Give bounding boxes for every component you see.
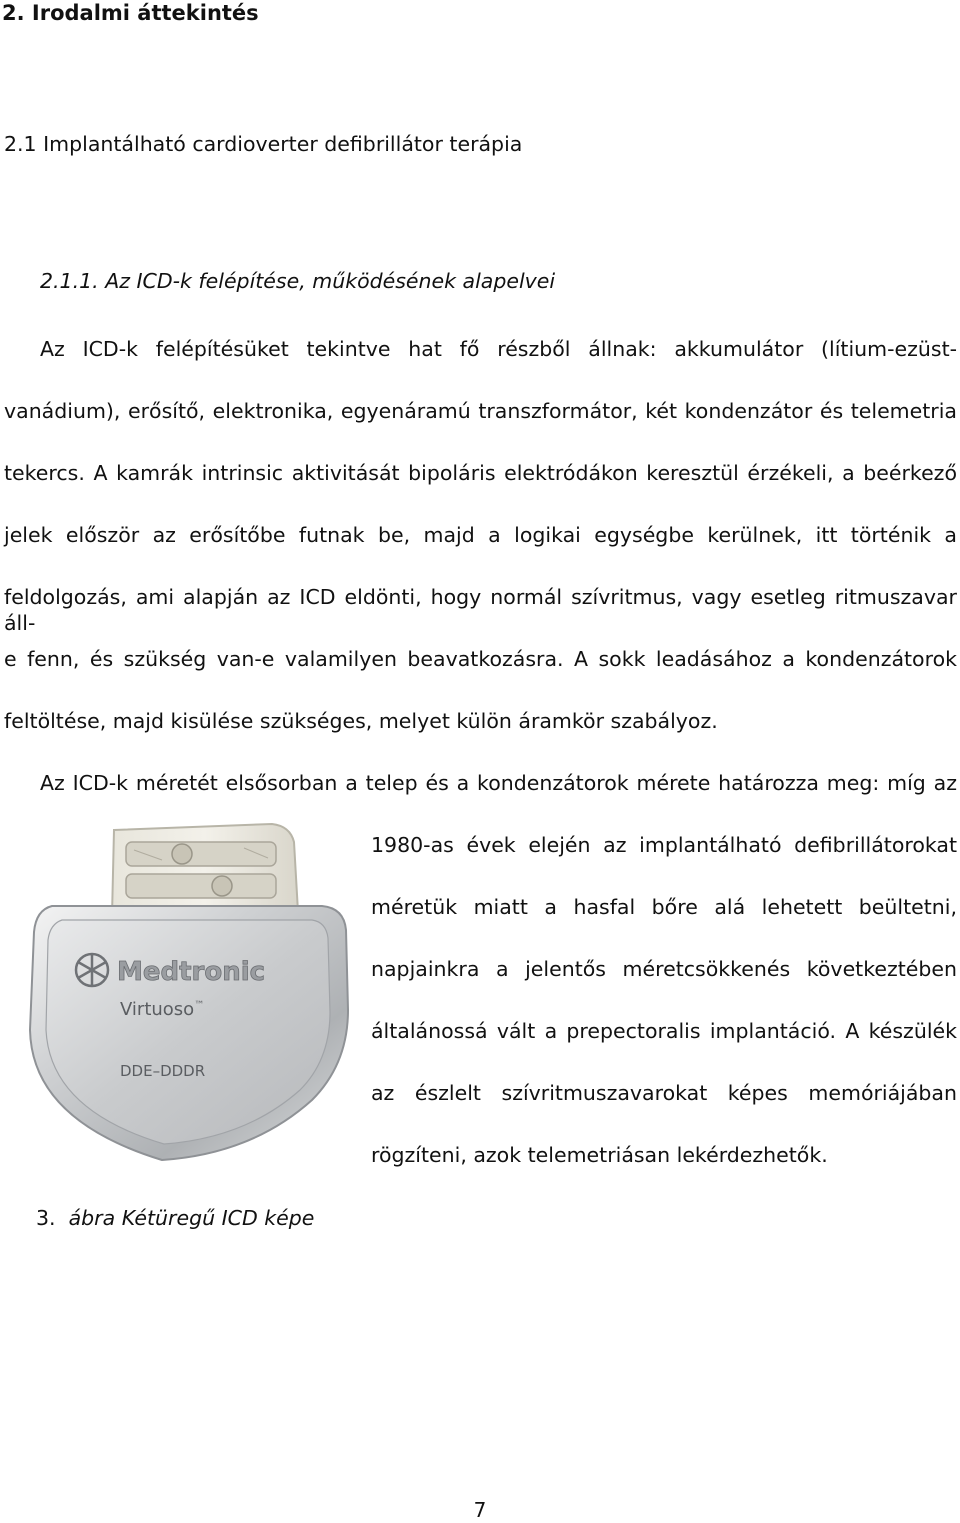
paragraph-line: általánossá vált a prepectoralis implantáció. A készülék [371, 1019, 957, 1043]
model-label: Virtuoso™ [120, 999, 205, 1020]
paragraph-line: Az ICD-k méretét elsősorban a telep és a kondenzátorok mérete határozza meg: míg az [40, 771, 957, 795]
paragraph-line: az észlelt szívritmuszavarokat képes memóriájában [371, 1081, 957, 1105]
setscrew [172, 844, 192, 864]
brand-label: Medtronic [117, 957, 266, 987]
paragraph-line: Az ICD-k felépítésüket tekintve hat fő részből állnak: akkumulátor (lítium-ezüst- [40, 337, 957, 361]
connector-header [112, 824, 298, 916]
paragraph-line: e fenn, és szükség van-e valamilyen beavatkozásra. A sokk leadásához a kondenzátorok [4, 647, 957, 671]
paragraph-line: feltöltése, majd kisülése szükséges, melyet külön áramkör szabályoz. [4, 709, 718, 733]
connector-port [126, 874, 276, 898]
icd-device-image [22, 820, 352, 1166]
page-number: 7 [473, 1498, 487, 1522]
paragraph-line: napjainkra a jelentős méretcsökkenés következtében [371, 957, 957, 981]
chapter-heading: 2. Irodalmi áttekintés [2, 1, 259, 25]
paragraph-line: jelek először az erősítőbe futnak be, majd a logikai egységbe kerülnek, itt történik a [4, 523, 957, 547]
icd-device-figure [22, 820, 352, 1166]
connector-port [126, 842, 276, 866]
section-heading: 2.1 Implantálható cardioverter defibrillátor terápia [4, 132, 523, 156]
paragraph-line: vanádium), erősítő, elektronika, egyenáramú transzformátor, két kondenzátor és telemetria [4, 399, 957, 423]
paragraph-line: feldolgozás, ami alapján az ICD eldönti, hogy normál szívritmus, vagy esetleg ritmuszavar áll- [4, 585, 957, 635]
device-code-label: DDE–DDDR [120, 1062, 206, 1080]
paragraph-line: méretük miatt a hasfal bőre alá lehetett beültetni, [371, 895, 957, 919]
figure-caption [36, 1205, 314, 1231]
paragraph-line: tekercs. A kamrák intrinsic aktivitását bipoláris elektródákon keresztül érzékeli, a beérkező [4, 461, 957, 485]
subsection-heading: 2.1.1. Az ICD-k felépítése, működésének alapelvei [40, 269, 556, 293]
figure-caption-number: 3. [36, 1206, 56, 1230]
figure-caption-text: ábra Kétüregű ICD képe [68, 1206, 315, 1230]
paragraph-line: 1980-as évek elején az implantálható defibrillátorokat [371, 833, 957, 857]
setscrew [212, 876, 232, 896]
paragraph-line: rögzíteni, azok telemetriásan lekérdezhetők. [371, 1143, 828, 1167]
